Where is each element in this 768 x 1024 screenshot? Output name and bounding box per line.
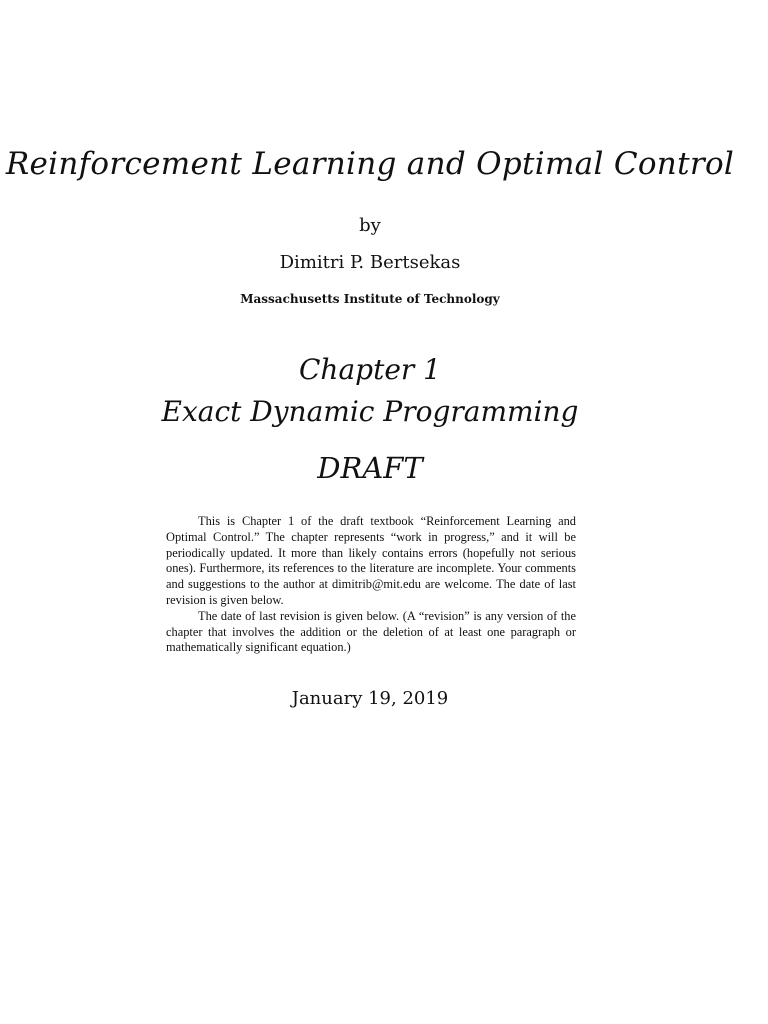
revision-date: January 19, 2019 xyxy=(291,688,449,709)
book-title: Reinforcement Learning and Optimal Control xyxy=(5,146,735,182)
author-affiliation: Massachusetts Institute of Technology xyxy=(240,292,500,306)
abstract-paragraph-1: This is Chapter 1 of the draft textbook “Reinforcement Learning and Optimal Control.” The chapter represents “work in progress,” and it will be periodically updated. It more than likely contains errors (hopefully not serious ones). Furthermore, its references to the literature are incomplete. Your comments and suggestions to the author at dimitrib@mit.edu are welcome. The date of last revision is given below. xyxy=(166,514,576,607)
author-name: Dimitri P. Bertsekas xyxy=(279,252,461,273)
draft-label: DRAFT xyxy=(317,451,423,485)
chapter-number: Chapter 1 xyxy=(299,353,441,386)
by-line: by xyxy=(359,215,381,236)
abstract-block xyxy=(166,514,576,656)
abstract-paragraph-2: The date of last revision is given below. (A “revision” is any version of the chapter that involves the addition or the deletion of at least one paragraph or mathematically significant equation.) xyxy=(166,608,576,655)
chapter-title: Exact Dynamic Programming xyxy=(161,395,579,428)
